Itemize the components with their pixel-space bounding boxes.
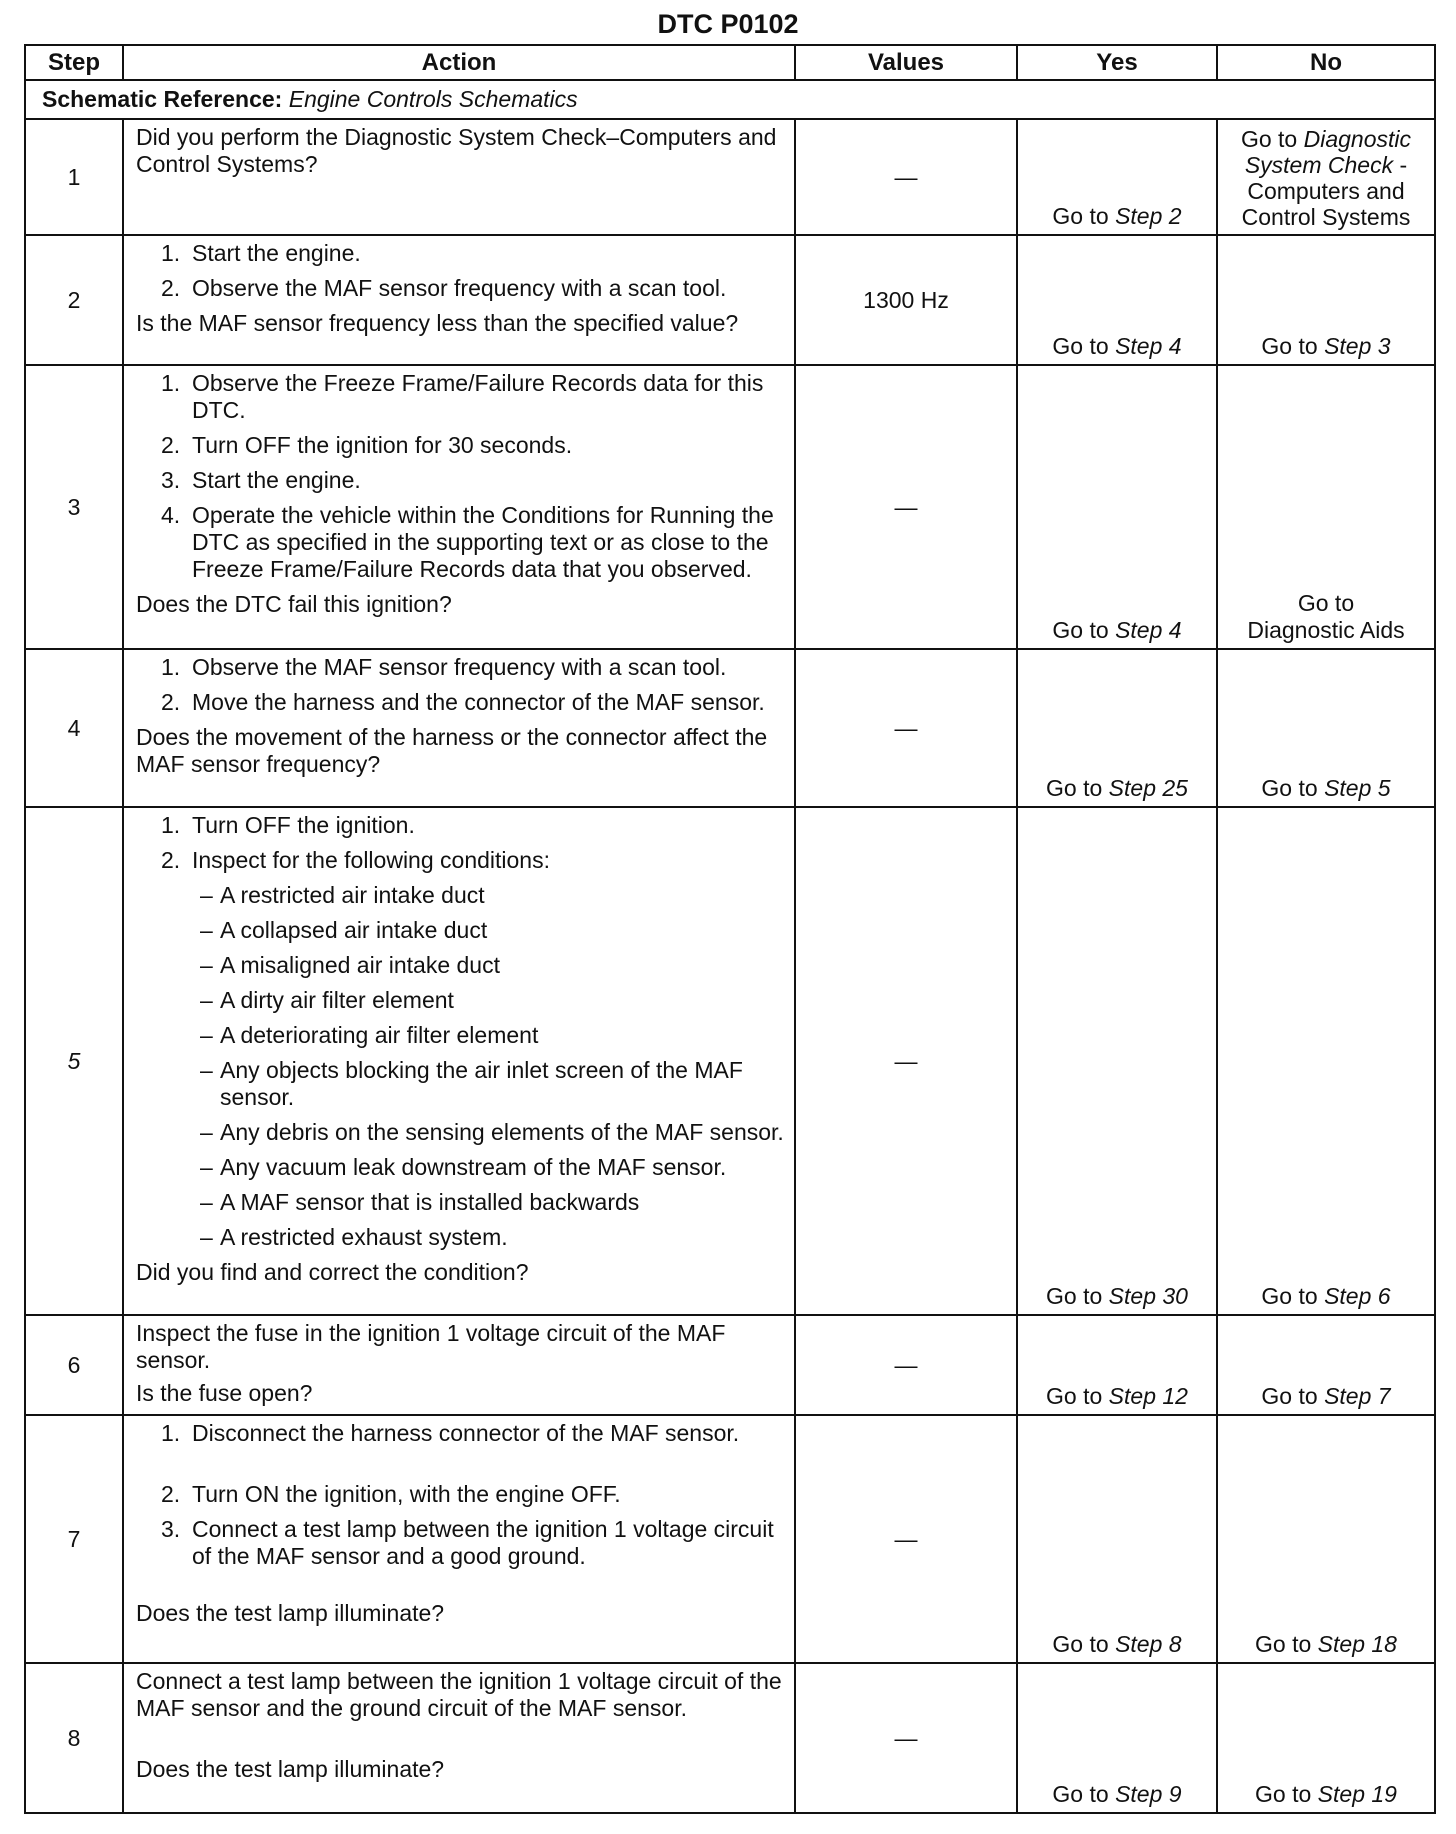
action-cell [123, 365, 795, 649]
condition-item: – A deteriorating air filter element [200, 1022, 539, 1048]
no-cell: Go to Step 6 [1217, 807, 1435, 1315]
action-cell [123, 235, 795, 365]
yes-cell: Go to Step 8 [1017, 1415, 1217, 1663]
yes-cell: Go to Step 4 [1017, 365, 1217, 649]
goto-text: Go to [1052, 203, 1109, 229]
action-step: 2. Observe the MAF sensor frequency with a scan tool. [161, 275, 727, 301]
table-row [25, 119, 1435, 235]
header-step: Step [25, 45, 123, 80]
action-step: 2. Inspect for the following conditions: [161, 847, 550, 873]
step-number: 2 [25, 235, 123, 365]
table-row [25, 649, 1435, 807]
condition-item: – Any vacuum leak downstream of the MAF sensor. [200, 1154, 727, 1180]
no-cell: Go to Diagnostic Aids [1217, 365, 1435, 649]
no-cell: Go to Diagnostic System Check - Computers and Control Systems [1217, 119, 1435, 235]
action-cell [123, 1315, 795, 1415]
step-ref: Step 9 [1115, 1781, 1182, 1807]
step-number: 7 [25, 1415, 123, 1663]
value-cell: — [795, 1315, 1017, 1415]
action-step: 2. Move the harness and the connector of the MAF sensor. [161, 689, 765, 715]
condition-item: – A dirty air filter element [200, 987, 454, 1013]
condition-item: – A collapsed air intake duct [200, 917, 488, 943]
header-action: Action [123, 45, 795, 80]
step-ref: Diagnostic System Check [1244, 126, 1412, 178]
yes-cell [1017, 119, 1217, 235]
page-title: DTC P0102 [657, 9, 799, 39]
step-ref: Step 4 [1115, 333, 1182, 359]
schematic-label: Schematic Reference: [42, 86, 283, 112]
header-values: Values [795, 45, 1017, 80]
schematic-ref: Engine Controls Schematics [288, 86, 578, 112]
action-step: 3. Start the engine. [161, 467, 361, 493]
header-yes: Yes [1017, 45, 1217, 80]
no-cell: Go to Step 18 [1217, 1415, 1435, 1663]
value-cell: 1300 Hz [795, 235, 1017, 365]
action-cell [123, 119, 795, 235]
condition-item: – A restricted air intake duct [200, 882, 485, 908]
yes-cell: Go to Step 4 [1017, 235, 1217, 365]
step-ref: Step 6 [1324, 1283, 1391, 1309]
table-row [25, 1415, 1435, 1663]
condition-item: – Any objects blocking the air inlet screen of the MAF sensor. [200, 1057, 743, 1110]
action-step: 4. Operate the vehicle within the Conditions for Running the DTC as specified in the supporting text or as close to the Freeze Frame/Failure Records data that you observed. [161, 502, 774, 582]
step-ref: Step 12 [1108, 1383, 1188, 1409]
table-row [25, 1663, 1435, 1813]
step-number: 4 [25, 649, 123, 807]
action-cell [123, 1415, 795, 1663]
no-cell: Go to Step 19 [1217, 1663, 1435, 1813]
no-text: Diagnostic Aids [1247, 617, 1405, 643]
step-ref: Step 4 [1115, 617, 1182, 643]
question-text: Is the MAF sensor frequency less than the specified value? [136, 310, 739, 336]
value-cell: — [795, 807, 1017, 1315]
question-text: Does the test lamp illuminate? [136, 1600, 445, 1626]
step-number: 3 [25, 365, 123, 649]
no-cell: Go to Step 3 [1217, 235, 1435, 365]
action-step: 1. Disconnect the harness connector of the MAF sensor. [161, 1420, 740, 1446]
action-cell [123, 649, 795, 807]
table-row [25, 1315, 1435, 1415]
yes-cell: Go to Step 9 [1017, 1663, 1217, 1813]
value-cell: — [795, 1663, 1017, 1813]
yes-cell: Go to Step 30 [1017, 807, 1217, 1315]
yes-cell: Go to Step 25 [1017, 649, 1217, 807]
step-ref: Step 19 [1317, 1781, 1397, 1807]
step-ref: Step 18 [1317, 1631, 1397, 1657]
step-number: 8 [25, 1663, 123, 1813]
question-text: Is the fuse open? [136, 1380, 313, 1406]
step-ref: Step 7 [1324, 1383, 1391, 1409]
goto-text: Go to [1240, 126, 1298, 152]
question-text: Does the DTC fail this ignition? [136, 591, 452, 617]
action-cell [123, 807, 795, 1315]
step-ref: Step 5 [1324, 775, 1391, 801]
header-no: No [1217, 45, 1435, 80]
schematic-row [25, 80, 1435, 119]
condition-item: – Any debris on the sensing elements of the MAF sensor. [200, 1119, 784, 1145]
action-step: 2. Turn ON the ignition, with the engine OFF. [161, 1481, 621, 1507]
step-number: 6 [25, 1315, 123, 1415]
step-ref: Step 8 [1115, 1631, 1182, 1657]
action-step: 1. Observe the MAF sensor frequency with a scan tool. [161, 654, 727, 680]
condition-item: – A restricted exhaust system. [200, 1224, 508, 1250]
yes-cell: Go to Step 12 [1017, 1315, 1217, 1415]
table-row [25, 807, 1435, 1315]
diagnostic-table [24, 44, 1436, 1814]
no-cell: Go to Step 7 [1217, 1315, 1435, 1415]
action-text: Inspect the fuse in the ignition 1 voltage circuit of the MAF sensor. [136, 1320, 726, 1373]
step-ref: Step 25 [1108, 775, 1188, 801]
question-text: Did you find and correct the condition? [136, 1259, 529, 1285]
action-step: 1. Observe the Freeze Frame/Failure Records data for this DTC. [161, 370, 764, 423]
action-text: Did you perform the Diagnostic System Check–Computers and Control Systems? [136, 124, 777, 177]
action-step: 1. Start the engine. [161, 240, 361, 266]
question-text: Does the test lamp illuminate? [136, 1756, 445, 1782]
header-row [25, 45, 1435, 80]
step-ref: Step 2 [1115, 203, 1182, 229]
no-text: Computers and Control Systems [1241, 178, 1411, 230]
step-ref: Step 3 [1324, 333, 1391, 359]
step-number: 1 [25, 119, 123, 235]
question-text: Does the movement of the harness or the connector affect the MAF sensor frequency? [136, 724, 768, 777]
step-ref: Step 30 [1108, 1283, 1188, 1309]
schematic-reference [25, 80, 1435, 119]
action-step: 3. Connect a test lamp between the ignition 1 voltage circuit of the MAF sensor and a good ground. [161, 1516, 774, 1569]
value-cell: — [795, 649, 1017, 807]
value-cell: — [795, 1415, 1017, 1663]
action-step: 1. Turn OFF the ignition. [161, 812, 415, 838]
step-number: 5 [25, 807, 123, 1315]
no-cell: Go to Step 5 [1217, 649, 1435, 807]
action-text: Connect a test lamp between the ignition 1 voltage circuit of the MAF sensor and the ground circuit of the MAF sensor. [136, 1668, 782, 1721]
table-row [25, 365, 1435, 649]
value-cell: — [795, 365, 1017, 649]
condition-item: – A misaligned air intake duct [200, 952, 500, 978]
condition-item: – A MAF sensor that is installed backwards [200, 1189, 640, 1215]
table-row [25, 235, 1435, 365]
value-cell: — [795, 119, 1017, 235]
action-step: 2. Turn OFF the ignition for 30 seconds. [161, 432, 573, 458]
action-cell [123, 1663, 795, 1813]
